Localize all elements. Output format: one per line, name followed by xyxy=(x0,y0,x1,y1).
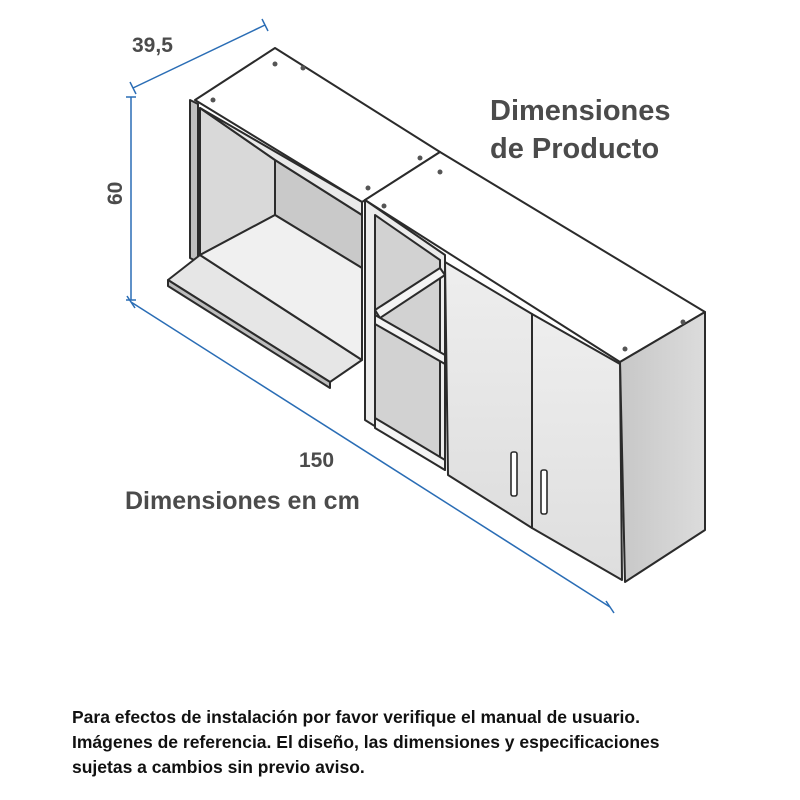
depth-label: 39,5 xyxy=(132,34,173,57)
left-door-handle xyxy=(511,452,517,496)
product-dimensions-title xyxy=(490,92,750,168)
title-line-2: de Producto xyxy=(490,133,660,165)
right-module-left-door xyxy=(445,262,532,528)
right-door-handle xyxy=(541,470,547,514)
left-module-side-panel xyxy=(190,100,198,262)
title-line-1: Dimensiones xyxy=(490,95,671,127)
units-caption: Dimensiones en cm xyxy=(125,487,360,515)
disclaimer-line-1: Para efectos de instalación por favor verifique el manual de usuario. xyxy=(72,707,640,727)
disclaimer-text xyxy=(72,705,752,780)
disclaimer-line-2: Imágenes de referencia. El diseño, las dimensiones y especificaciones xyxy=(72,732,660,752)
height-label: 60 xyxy=(104,181,127,205)
width-label: 150 xyxy=(299,449,335,472)
disclaimer-line-3: sujetas a cambios sin previo aviso. xyxy=(72,757,365,777)
